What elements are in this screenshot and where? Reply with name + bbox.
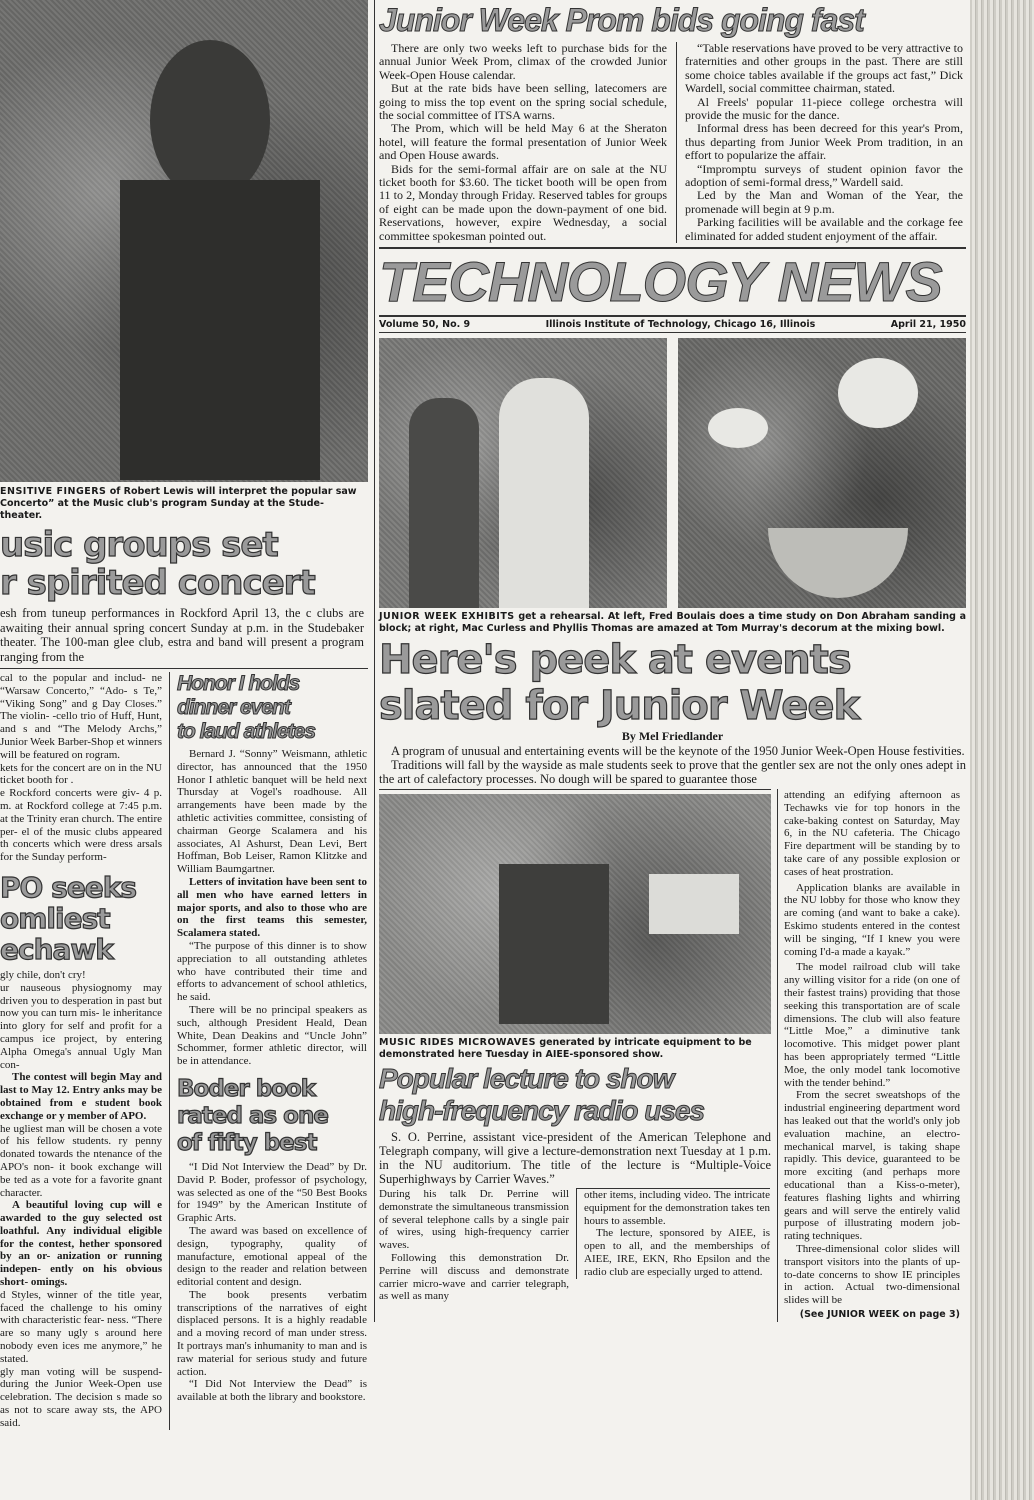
apo-body	[0, 969, 162, 1430]
prom-column-2	[676, 42, 963, 243]
caption-lead: JUNIOR WEEK EXHIBITS	[379, 611, 515, 623]
photo-exhibit-mixing-bowl	[678, 338, 966, 608]
paragraph: The model railroad club will take any willing visitor for a ride (on one of their fastest trains) providing that those seeking this transportation are of scale dimensions. The club will also feature “Little Moe,” a diminutive tank locomotive. This midget power plant has been appropriately termed “Little Moe, the only model tank locomotive with the tender behind.”	[784, 961, 960, 1089]
music-caption	[0, 486, 368, 522]
music-headline-line-1: usic groups set	[0, 525, 278, 565]
headline-line: omliest	[0, 901, 110, 935]
honor-headline	[177, 672, 367, 744]
paragraph: Bids for the semi-formal affair are on sale at the NU ticket booth for $3.60. The ticket booth will be open from 11 to 2, Monday through Friday. Reserved tables for groups of eight can be made upon the down-payment of one bid. Reservations, however, expire Wednesday, a social committee spokesman pointed out.	[379, 161, 667, 243]
lecture-lead	[379, 1130, 771, 1186]
paragraph: Letters of invitation have been sent to all men who have earned letters in major sports, and also to those who are on the first teams this semester, Scalamera stated.	[177, 875, 367, 940]
caption-text: of Robert Lewis will interpret the popular saw Concerto” at the Music club's program Sunday at the Stude- theater.	[0, 486, 357, 521]
paragraph: Parking facilities will be available and the corkage fee eliminated for added student enjoyment of the affair.	[685, 215, 963, 243]
paragraph: The contest will begin May and last to May 12. Entry anks may be obtained from e student book exchange or y member of APO.	[0, 1071, 162, 1122]
publisher: Illinois Institute of Technology, Chicago 16, Illinois	[545, 319, 816, 331]
headline-line: Honor I holds	[177, 672, 300, 695]
masthead-info	[379, 317, 966, 332]
divider	[0, 668, 368, 669]
lecture-column-1	[379, 1188, 569, 1303]
photo-exhibit-sanding	[379, 338, 667, 608]
paragraph: A program of unusual and entertaining events will be the keynote of the 1950 Junior Week-Open House festivities.	[391, 744, 965, 759]
exhibit-photos	[379, 338, 966, 608]
paragraph: ur nauseous physiognomy may driven you to desperation in past but now you can turn mis- le inheritance into glory for self and profit for a campus ice project, by entering Alpha Omega's annual Ugly Man con-	[0, 981, 162, 1071]
headline-line: echawk	[0, 932, 113, 966]
paragraph: d Styles, winner of the title year, faced the challenge to his ominy with characteristic fear- ness. “There are so many ugly s around here nobody even ices me anymore,” he stated.	[0, 1288, 162, 1365]
prom-columns	[379, 42, 966, 243]
headline-line: of fifty best	[177, 1129, 317, 1156]
left-column-b	[177, 672, 367, 1404]
right-section	[374, 0, 966, 1322]
left-columns	[0, 672, 368, 1430]
music-column	[0, 672, 162, 864]
paragraph: The book presents verbatim transcriptions of the narratives of eight displaced persons. It is a highly readable and a moving record of man under stress. It portrays man's inhumanity to man and is raw material for serious study and future action.	[177, 1288, 367, 1378]
exhibits-caption	[379, 611, 966, 635]
paragraph: From the secret sweatshops of the industrial engineering department word has leaked out that the world's only job evaluation machine, an electro-mechanical marvel, is taking shape rapidly. This device, guaranteed to be more exciting (and perhaps more educational than a Kiss-o-meter), features flashing lights and whirring gears and will serve the entirely valid purpose of illustrating modern job-rating techniques.	[784, 1089, 960, 1243]
paragraph: But at the rate bids have been selling, latecomers are going to miss the top event on the spring social schedule, the social committee of ITSA warns.	[379, 81, 667, 123]
headline-line: to laud athletes	[177, 720, 316, 743]
paragraph: gly chile, don't cry!	[0, 968, 86, 981]
jump-line: (See JUNIOR WEEK on page 3)	[799, 1308, 960, 1320]
paragraph: A beautiful loving cup will e awarded to the guy selected ost loathful. Any individual eligible for the contest, hether sponsored by an or- anization or running indepen- ently on his obvious short- omings.	[0, 1199, 162, 1289]
paragraph: Following this demonstration Dr. Perrine will discuss and demonstrate carrier micro-wave and carrier telegraph, as well as many	[379, 1252, 569, 1303]
junior-byline: By Mel Friedlander	[621, 729, 724, 744]
boder-headline	[177, 1076, 367, 1157]
paragraph: Bernard J. “Sonny” Weismann, athletic director, has announced that the 1950 Honor I athletic banquet will be held next Thursday at Vogel's roadhouse. All arrangements have been made by the athletic activities committee, consisting of chairman George Scalamera and his associates, Al Ashurst, Dean Levi, Bert Hoffman, Bob Leiser, Ramon Klitzke and William Baumgartner.	[177, 748, 367, 876]
microwave-caption	[379, 1037, 771, 1061]
junior-headline-line-1: Here's peek at events	[379, 637, 851, 684]
photo-microwave-equipment	[379, 794, 771, 1034]
caption-text: get a rehearsal. At left, Fred Boulais does a time study on Don Abraham sanding a block; at right, Mac Curless and Phyllis Thomas are amazed at Tom Murray's decorum at the mixing bowl.	[379, 611, 966, 635]
paragraph: Led by the Man and Woman of the Year, the promenade will begin at 9 p.m.	[685, 188, 963, 216]
paragraph: kets for the concert are on in the NU ticket booth for .	[0, 761, 162, 787]
prom-column-1	[379, 42, 667, 243]
lecture-column-2	[576, 1188, 770, 1279]
junior-headline-line-2: slated for Junior Week	[379, 683, 860, 730]
lecture-block	[379, 789, 771, 1303]
headline-line: PO seeks	[0, 870, 137, 904]
paragraph: There will be no principal speakers as such, although President Heald, Dean White, Dean Deakins and “Uncle John” Schommer, former athletic director, will be in attendance.	[177, 1003, 367, 1068]
junior-lower	[379, 789, 966, 1322]
headline-line: rated as one	[177, 1102, 328, 1129]
music-lead	[0, 606, 364, 664]
paragraph: other items, including video. The intricate equipment for the demonstration takes ten hours to assemble.	[584, 1189, 770, 1227]
paragraph: Three-dimensional color slides will transport visitors into the plants of up-to-date concerns to show IE principles in action. Actual two-dimensional slides will be	[784, 1242, 960, 1307]
apo-headline	[0, 872, 162, 965]
lecture-headline-line-1: Popular lecture to show	[379, 1063, 674, 1095]
paragraph: The award was based on excellence of design, typography, quality of manufacture, emotional appeal of the design to the reader and relation between editorial content and design.	[177, 1224, 367, 1289]
paragraph: “I Did Not Interview the Dead” is available at both the library and bookstore.	[177, 1378, 367, 1404]
paragraph: “Table reservations have proved to be very attractive to fraternities and other groups in the past. There are still some choice tables available if the groups act fast,” Dick Wardell, social committee chairman, stated.	[685, 41, 963, 96]
paragraph: e Rockford concerts were giv- 4 p. m. at Rockford college at 7:45 p.m. at the Trinity eran church. The entire per- el of the music clubs appeared th concerts which were dress arsals for the Sunday perform-	[0, 787, 162, 864]
paragraph: cal to the popular and includ- ne “Warsaw Concerto,” “Ado- s Te,” “Viking Song” and g Day Closes.” The violin- -cello trio of Huff, Hunt, and s and “The Melody Archs,” Junior Week Barber-Shop et winners will be featured on rogram.	[0, 672, 162, 761]
lecture-columns	[379, 1188, 771, 1303]
volume-number: Volume 50, No. 9	[379, 319, 471, 331]
paragraph: The Prom, which will be held May 6 at the Sheraton hotel, will feature the formal presentation of Junior Week and Open House awards.	[379, 121, 667, 163]
caption-lead: ENSITIVE FINGERS	[0, 486, 107, 497]
masthead-title: TECHNOLOGY NEWS	[379, 250, 942, 314]
caption-lead: MUSIC RIDES MICROWAVES	[379, 1037, 536, 1049]
paragraph: esh from tuneup performances in Rockford April 13, the c clubs are awaiting their annual spring concert Sunday at p.m. in the Studebaker theater. The 100-man glee club, estra and band will present a program ranging from the	[0, 606, 364, 664]
lecture-headline-line-2: high-frequency radio uses	[379, 1095, 705, 1127]
paragraph: attending an edifying afternoon as Techawks vie for top honors in the cake-baking contest on Saturday, May 6, in the NU cafeteria. The Chicago Fire department will be standing by to take care of any possible explosion or cases of heat prostration.	[784, 789, 960, 878]
paragraph: There are only two weeks left to purchase bids for the annual Junior Week Prom, climax of the crowded Junior Week-Open House calendar.	[379, 41, 667, 82]
boder-body	[177, 1161, 367, 1404]
column-divider	[169, 672, 170, 1430]
paragraph: “Impromptu surveys of student opinion favor the adoption of semi-formal dress,” Wardell said.	[685, 161, 963, 190]
issue-date: April 21, 1950	[890, 319, 966, 331]
paragraph: Traditions will fall by the wayside as male students seek to prove that the gentler sex are not the only ones adept in the art of calefactory processes. No dough will be spared to guarantee those	[379, 758, 966, 787]
paragraph: During his talk Dr. Perrine will demonstrate the simultaneous transmission of several telephone calls by a single pair of wires, using high-frequency carrier waves.	[379, 1188, 569, 1252]
junior-column	[777, 789, 960, 1322]
paragraph: Application blanks are available in the NU lobby for those who know they are coming (and want to bake a cake). Eskimo students entered in the contest will be singing, “If I knew you were coming I'd-a made a kayak.”	[784, 881, 960, 958]
paragraph: Informal dress has been decreed for this year's Prom, thus departing from Junior Week Prom tradition, in an effort to popularize the affair.	[685, 121, 963, 163]
paragraph: “I Did Not Interview the Dead” by Dr. David P. Boder, professor of psychology, was selected as one of the “50 Best Books for 1949” by the American Institute of Graphic Arts.	[177, 1160, 367, 1225]
photo-robert-lewis-piano	[0, 0, 368, 482]
headline-line: Boder book	[177, 1075, 316, 1102]
headline-line: dinner event	[177, 696, 290, 719]
caption-text: generated by intricate equipment to be demonstrated here Tuesday in AIEE-sponsored show.	[379, 1037, 752, 1061]
masthead-rule-bottom	[379, 332, 966, 333]
paragraph: gly man voting will be suspend- during the Junior Week-Open use celebration. The decision s made so as not to scare away sts, the APO said.	[0, 1365, 162, 1429]
junior-intro	[379, 744, 966, 786]
paragraph: The lecture, sponsored by AIEE, is open to all, and the memberships of AIEE, IRE, EKN, Rho Epsilon and the radio club are especially urged to attend.	[584, 1227, 770, 1278]
left-section	[0, 0, 368, 1430]
paragraph: he ugliest man will be chosen a vote of his fellow students. ry penny donated towards the ntenance of the APO's non- it book exchange will be ted as a vote for a favorite gnant character.	[0, 1122, 162, 1199]
left-column-a	[0, 672, 162, 1430]
paragraph: “The purpose of this dinner is to show appreciation to all outstanding athletes who have contributed their time and efforts to advancement of school athletics, he said.	[177, 939, 367, 1004]
music-headline-line-2: r spirited concert	[0, 563, 315, 603]
paragraph: Al Freels' popular 11-piece college orchestra will provide the music for the dance.	[685, 94, 963, 123]
prom-headline: Junior Week Prom bids going fast	[379, 2, 864, 38]
paragraph: S. O. Perrine, assistant vice-president of the American Telephone and Telegraph company, will give a lecture-demonstration next Tuesday at 1 p.m. in the NU auditorium. The title of the lecture is “Multiple-Voice Superhighways by Carrier Waves.”	[379, 1130, 771, 1187]
paper-edge	[970, 0, 1034, 1500]
honor-body	[177, 748, 367, 1068]
